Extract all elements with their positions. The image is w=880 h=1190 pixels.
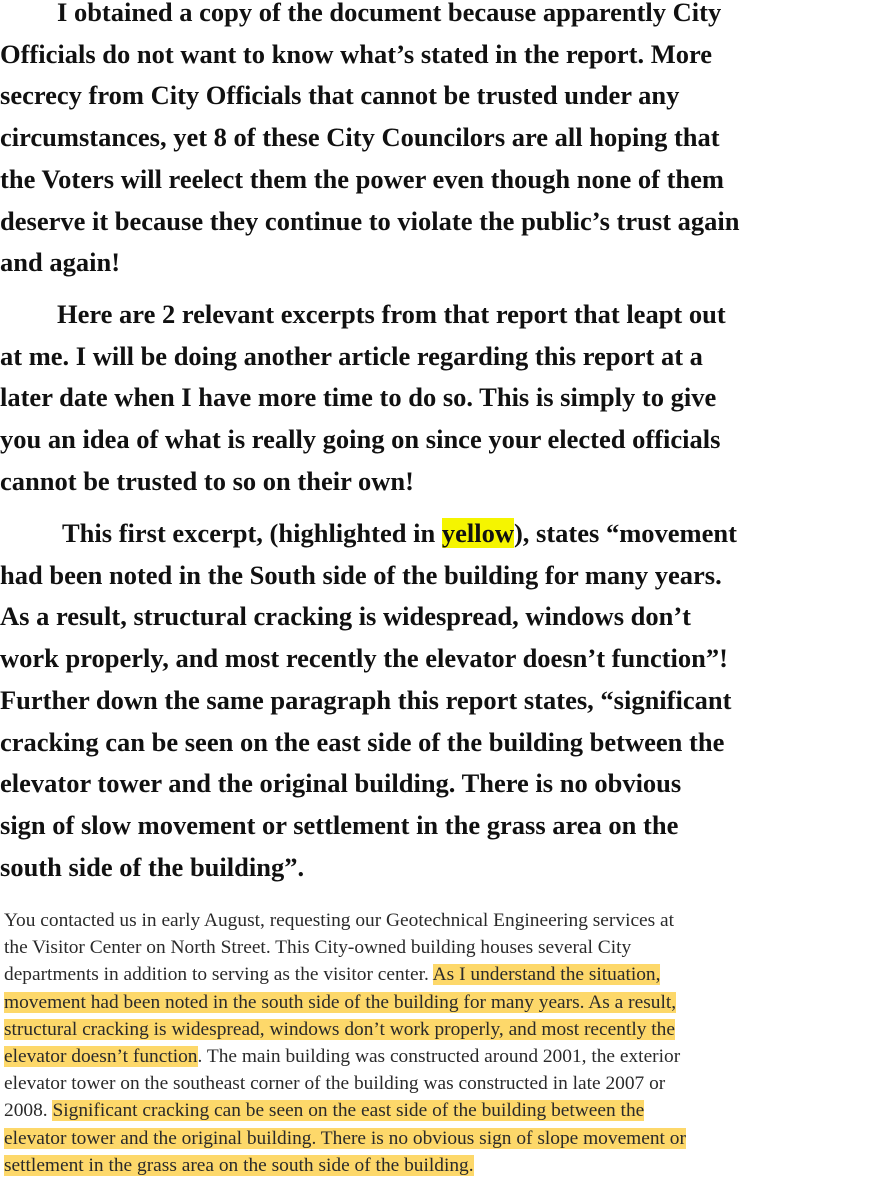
report-excerpt <box>4 907 878 1179</box>
text-line: sign of slow movement or settlement in the grass area on the <box>0 809 679 840</box>
highlighted-text: settlement in the grass area on the south side of the building. <box>4 1154 474 1176</box>
text-line: I obtained a copy of the document because apparently City <box>57 0 722 27</box>
text-line: elevator tower and the original building. There is no obvious <box>0 768 682 799</box>
text-line: south side of the building”. <box>0 851 305 882</box>
text-line: had been noted in the South side of the building for many years. <box>0 559 722 590</box>
text-fragment: departments in addition to serving as the visitor center. <box>4 964 433 986</box>
text-line: Further down the same paragraph this report states, “significant <box>0 684 732 715</box>
paragraph-intro <box>0 0 880 284</box>
text-line: work properly, and most recently the elevator doesn’t function”! <box>0 643 728 674</box>
excerpt-line <box>4 1152 878 1179</box>
text-fragment: This first excerpt, (highlighted in <box>62 518 442 548</box>
text-line: later date when I have more time to do so. This is simply to give <box>0 382 717 413</box>
text-line: circumstances, yet 8 of these City Councilors are all hoping that <box>0 122 720 153</box>
text-line <box>0 513 880 555</box>
paragraph-first-excerpt <box>0 513 880 888</box>
highlighted-text: As I understand the situation, <box>432 964 661 986</box>
excerpt-line <box>4 1016 878 1043</box>
excerpt-line: You contacted us in early August, requesting our Geotechnical Engineering services at <box>4 910 675 931</box>
text-line: Here are 2 relevant excerpts from that report that leapt out <box>57 299 726 329</box>
highlighted-text: structural cracking is widespread, windows don’t work properly, and most recently the <box>4 1018 675 1040</box>
paragraph-excerpts-intro <box>0 294 880 503</box>
excerpt-line <box>4 1097 878 1124</box>
text-fragment: . The main building was constructed around 2001, the exterior <box>197 1046 681 1068</box>
text-line: cracking can be seen on the east side of the building between the <box>0 726 725 757</box>
text-line: at me. I will be doing another article regarding this report at a <box>0 340 703 371</box>
excerpt-line: elevator tower on the southeast corner of the building was constructed in late 2007 or <box>4 1073 666 1095</box>
highlighted-text: elevator tower and the original building. There is no obvious sign of slope movement or <box>4 1127 686 1149</box>
text-line: As a result, structural cracking is widespread, windows don’t <box>0 601 692 632</box>
highlighted-text: elevator doesn’t function <box>4 1046 198 1068</box>
text-line: you an idea of what is really going on since your elected officials <box>0 424 721 455</box>
highlighted-word: yellow <box>441 518 514 548</box>
excerpt-line: the Visitor Center on North Street. This City-owned building houses several City <box>4 937 632 959</box>
highlighted-text: Significant cracking can be seen on the east side of the building between the <box>52 1100 645 1122</box>
text-fragment: 2008. <box>4 1100 53 1122</box>
text-line: secrecy from City Officials that cannot be trusted under any <box>0 80 680 111</box>
text-line: deserve it because they continue to violate the public’s trust again <box>0 205 740 236</box>
excerpt-line <box>4 989 878 1016</box>
text-line: Officials do not want to know what’s stated in the report. More <box>0 38 713 69</box>
text-line: cannot be trusted to so on their own! <box>0 465 414 496</box>
excerpt-line <box>4 1125 878 1152</box>
text-line: and again! <box>0 247 121 278</box>
excerpt-line <box>4 1043 878 1070</box>
text-line: the Voters will reelect them the power even though none of them <box>0 163 724 194</box>
excerpt-line <box>4 961 878 988</box>
text-fragment: ), states “movement <box>513 518 737 548</box>
highlighted-text: movement had been noted in the south side of the building for many years. As a result, <box>4 991 677 1013</box>
